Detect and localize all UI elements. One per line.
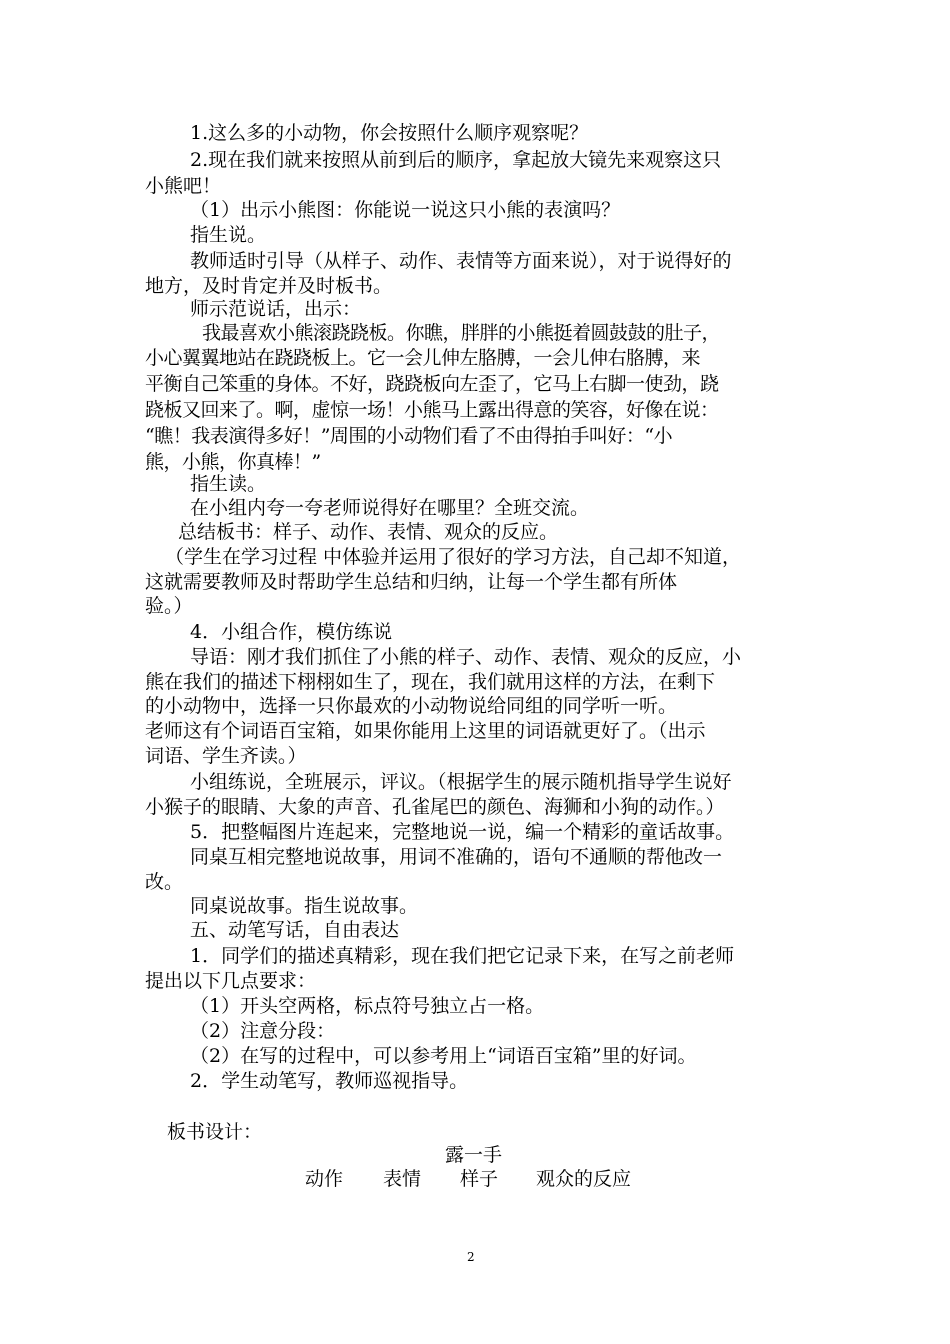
text-line: 这就需要教师及时帮助学生总结和归纳，让每一个学生都有所体: [145, 571, 678, 593]
text-line: 同桌互相完整地说故事，用词不准确的，语句不通顺的帮他改一: [190, 846, 723, 868]
text-line: 4．小组合作，模仿练说: [190, 621, 393, 643]
text-line: 师示范说话，出示：: [190, 298, 362, 320]
text-line: 小心翼翼地站在跷跷板上。它一会儿伸左胳膊，一会儿伸右胳膊，来: [145, 347, 701, 369]
text-line: 5．把整幅图片连起来，完整地说一说，编一个精彩的童话故事。: [190, 821, 735, 843]
text-line: 提出以下几点要求：: [145, 970, 317, 992]
text-line: 总结板书：样子、动作、表情、观众的反应。: [178, 521, 559, 543]
text-line: 2．学生动笔写，教师巡视指导。: [190, 1070, 469, 1092]
board-item: 观众的反应: [536, 1168, 632, 1190]
text-line: 跷板又回来了。啊，虚惊一场！小熊马上露出得意的笑容，好像在说：: [145, 399, 719, 421]
text-line: 同桌说故事。指生说故事。: [190, 895, 419, 917]
text-line: 的小动物中，选择一只你最欢的小动物说给同组的同学听一听。: [145, 695, 678, 717]
text-line: 小组练说，全班展示，评议。（根据学生的展示随机指导学生说好: [190, 771, 732, 793]
text-line: 改。: [145, 871, 184, 893]
text-line: 1.这么多的小动物，你会按照什么顺序观察呢？: [190, 122, 589, 144]
text-line: 老师这有个词语百宝箱，如果你能用上这里的词语就更好了。（出示: [145, 720, 706, 742]
text-line: 在小组内夸一夸老师说得好在哪里？全班交流。: [190, 497, 590, 519]
text-line: 我最喜欢小熊滚跷跷板。你瞧，胖胖的小熊挺着圆鼓鼓的肚子，: [202, 322, 721, 344]
board-title: 露一手: [445, 1144, 503, 1166]
text-line: 小猴子的眼睛、大象的声音、孔雀尾巴的颜色、海狮和小狗的动作。）: [145, 796, 725, 818]
text-line: 熊，小熊，你真棒！”: [145, 451, 321, 473]
text-line: 词语、学生齐读。）: [145, 745, 307, 767]
page-number: 2: [467, 1250, 475, 1264]
board-item: 表情: [383, 1168, 422, 1190]
text-line: 地方，及时肯定并及时板书。: [145, 275, 393, 297]
text-line: 指生读。: [190, 473, 267, 495]
text-line: 小熊吧！: [145, 175, 222, 197]
text-line: “瞧！我表演得多好！”周围的小动物们看了不由得拍手叫好：“小: [145, 425, 673, 447]
text-line: （1）出示小熊图：你能说一说这只小熊的表演吗？: [190, 199, 621, 221]
text-line: （2）注意分段：: [190, 1020, 336, 1042]
text-line: 指生说。: [190, 224, 267, 246]
board-item: 样子: [460, 1168, 499, 1190]
text-line: （1）开头空两格，标点符号独立占一格。: [190, 995, 545, 1017]
text-line: 五、动笔写话，自由表达: [190, 919, 400, 941]
text-line: （2）在写的过程中，可以参考用上“词语百宝箱”里的好词。: [190, 1045, 697, 1067]
text-line: 1．同学们的描述真精彩，现在我们把它记录下来，在写之前老师: [190, 945, 735, 967]
text-line: 教师适时引导（从样子、动作、表情等方面来说），对于说得好的: [190, 250, 732, 272]
board-item: 动作: [305, 1168, 344, 1190]
text-line: 熊在我们的描述下栩栩如生了，现在，我们就用这样的方法，在剩下: [145, 671, 716, 693]
text-line: 导语：刚才我们抓住了小熊的样子、动作、表情、观众的反应，小: [190, 646, 742, 668]
board-design-label: 板书设计：: [167, 1121, 263, 1143]
text-line: （学生在学习过程 中体验并运用了很好的学习方法，自己却不知道，: [165, 546, 742, 568]
text-line: 2.现在我们就来按照从前到后的顺序，拿起放大镜先来观察这只: [190, 149, 722, 171]
text-line: 验。）: [145, 595, 193, 617]
text-line: 平衡自己笨重的身体。不好，跷跷板向左歪了，它马上右脚一使劲，跷: [145, 373, 719, 395]
